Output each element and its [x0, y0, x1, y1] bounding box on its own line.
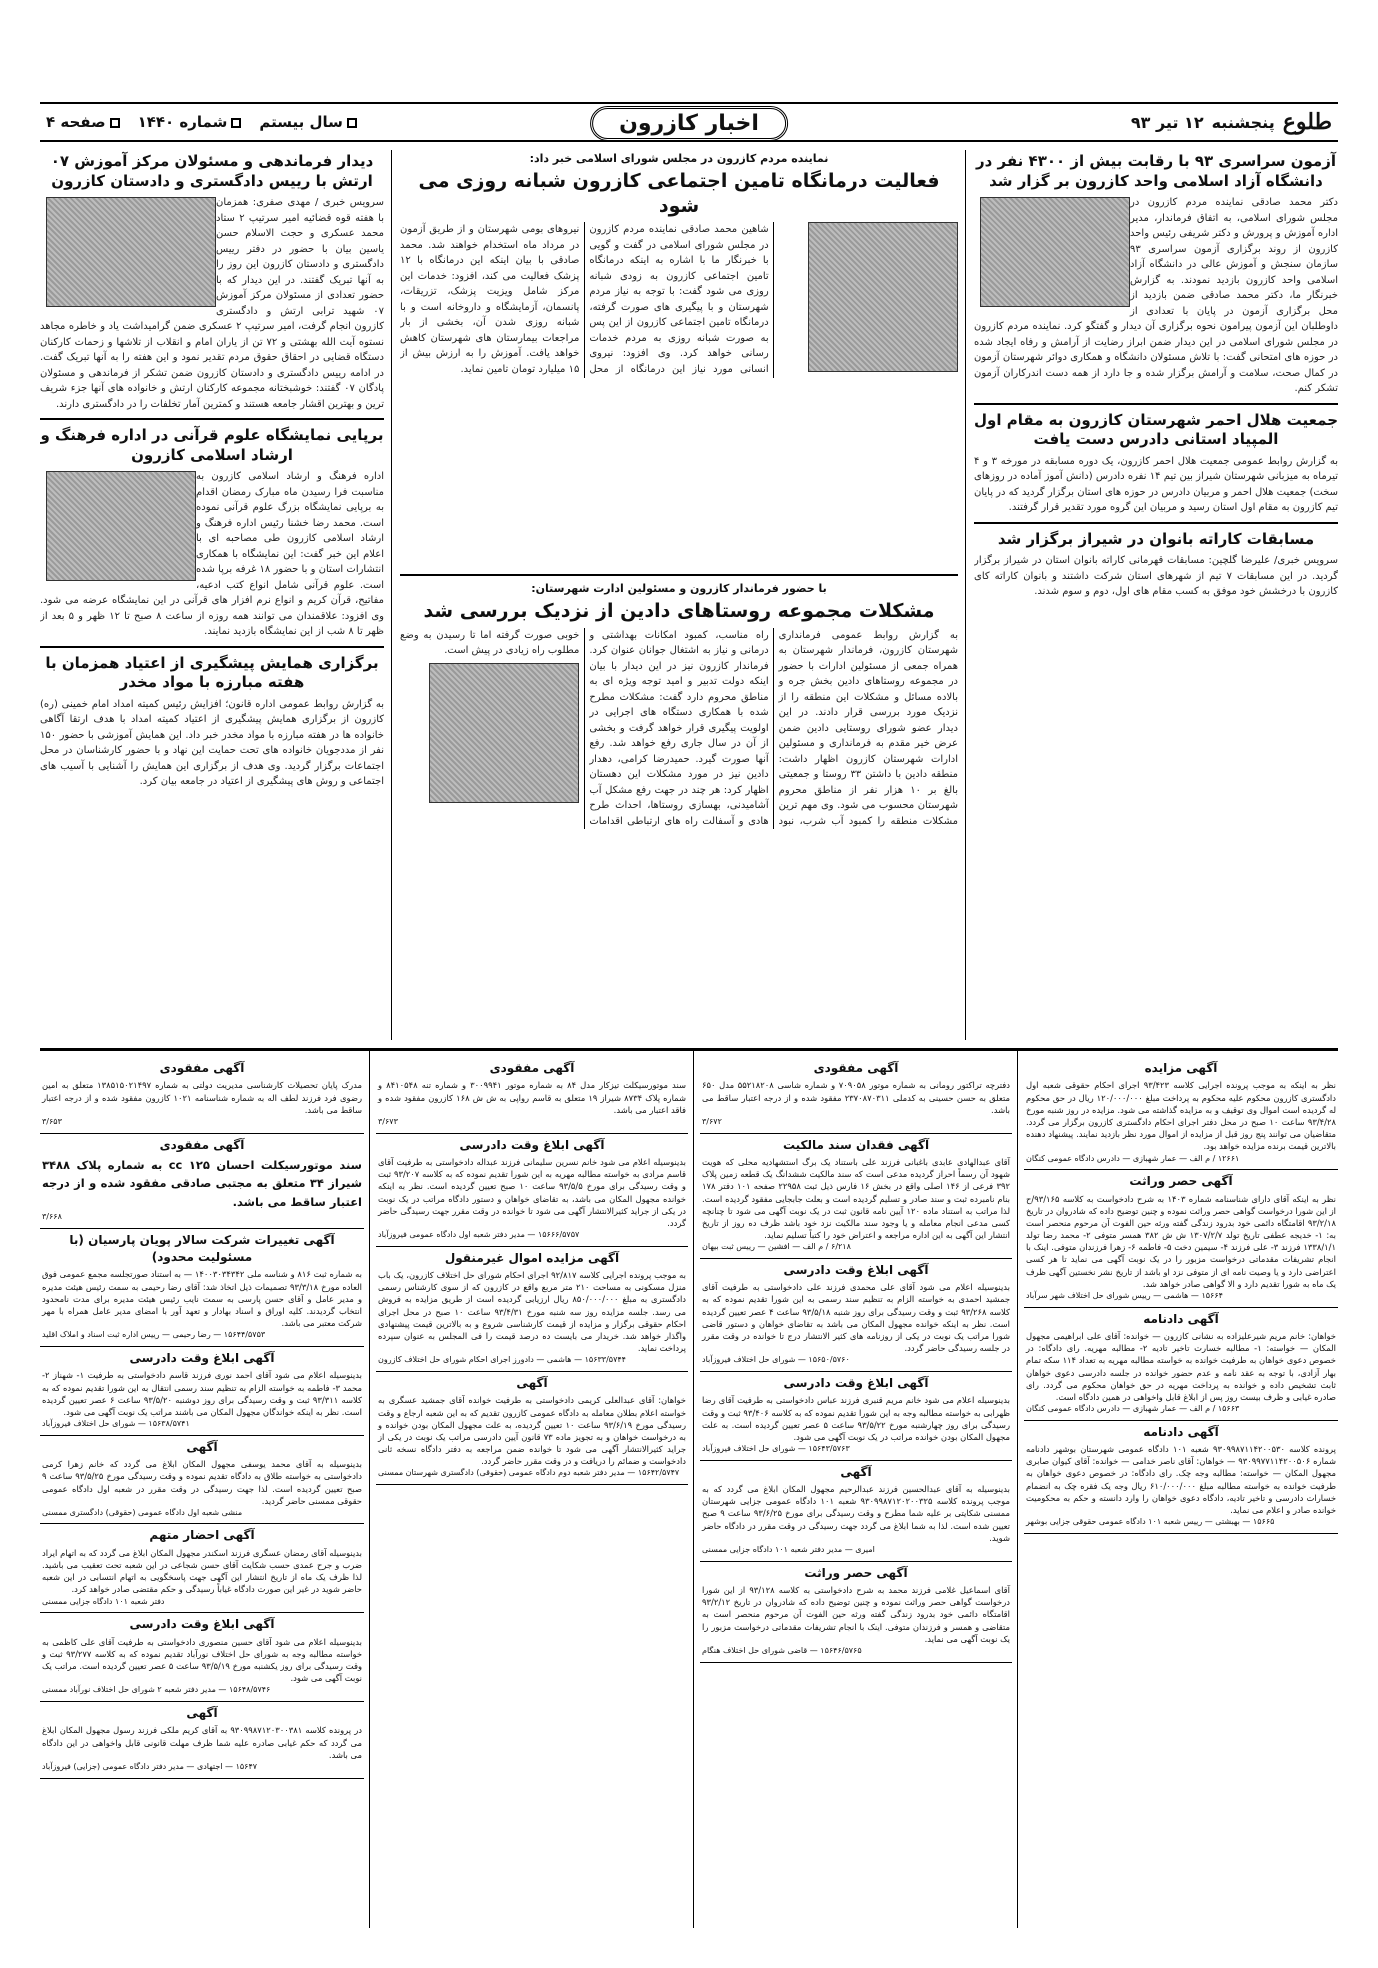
notice-body: سند موتورسیکلت احسان ۱۲۵ cc به شماره پلاک ۳۴۸۸ شیراز ۳۴ متعلق به مجتبی صادقی مفقود شده و از درجه اعتبار ساقط می باشد.: [42, 1157, 363, 1209]
notice-title: آگهی: [840, 1464, 872, 1479]
notice-signature: امیری — مدیر دفتر شعبه ۱۰۱ دادگاه جزایی ممسنی: [702, 1545, 875, 1555]
notice-body: بدینوسیله آقای رمضان عسگری فرزند اسکندر مجهول المکان ابلاغ می گردد که به اتهام ایراد ضرب و جرح عمدی حسب شکایت آقای حسن شجاعی در این شعبه تحت تعقیب می باشید. لذا ظرف یک ماه از تاریخ انتشار این آگهی جهت پاسخگویی به اتهام انتسابی در این شعبه حاضر شوید در غیر این صورت دادگاه غیاباً رسیدگی و حکم مقتضی صادر خواهد کرد.: [42, 1547, 362, 1595]
notice-title: آگهی حصر وراثت: [1129, 1174, 1233, 1189]
article-divider: [40, 646, 384, 648]
legal-notice: [40, 1347, 364, 1436]
notice-body: بدینوسیله به آقای محمد یوسفی مجهول المکان ابلاغ می گردد که خانم زهرا کرمی دادخواستی به خواسته طلاق به دادگاه تقدیم نموده و وقت رسیدگی مورخ ۹۳/۵/۲۵ ساعت ۹ صبح تعیین گردیده است. لذا جهت رسیدگی در وقت مقرر در شعبه اول دادگاه عمومی حقوقی ممسنی حاضر گردید.: [42, 1459, 362, 1506]
notice-signature: ۱۵۶۴۷ — اجتهادی — مدیر دفتر دادگاه عمومی (جزایی) فیروزآباد: [42, 1761, 258, 1771]
article-addiction: [40, 654, 384, 790]
notice-signature: ۱۵۶۴۲/۵۷۴۷ — مدیر دفتر شعبه دوم دادگاه عمومی (حقوقی) دادگستری شهرستان ممسنی: [378, 1468, 680, 1478]
notice-body: دفترچه تراکتور رومانی به شماره موتور ۷۰۹۰۵۸ و شماره شاسی ۵۵۲۱۸۲۰۸ مدل ۶۵۰ متعلق به حسن حسینی به کدملی ۲۳۷۰۸۷۰۳۱۱ مفقود شده و از درجه اعتبار ساقط می باشد.: [702, 1080, 1010, 1115]
article-title: مسابقات کاراته بانوان در شیراز برگزار شد: [997, 529, 1315, 548]
legal-notice: [376, 1247, 688, 1372]
legal-notice: [40, 1134, 364, 1229]
notice-signature: ۱۵۶۶۳ / م الف — عمار شهبازی — دادرس دادگاه عمومی کنگان: [1026, 1404, 1240, 1414]
notice-signature: ۱۵۶۵۰/۵۷۶۰ — شورای حل اختلاف فیروزآباد: [702, 1355, 850, 1365]
notice-title: آگهی دادنامه: [1143, 1424, 1219, 1439]
article-title: دیدار فرماندهی و مسئولان مرکز آموزش ۰۷ ارتش با رییس دادگستری و دادستان کازرون: [50, 152, 374, 190]
article-body: اداره فرهنگ و ارشاد اسلامی کازرون به مناسبت فرا رسیدن ماه مبارک رمضان اقدام به برپایی نمایشگاه بزرگ علوم قرآنی نموده است. محمد رضا خشنا رئیس اداره فرهنگ و ارشاد اسلامی کازرون طی مصاحبه ای با اعلام این خبر گفت: این نمایشگاه با همکاری انتشارات استان و با حضور ۱۸ غرفه برپا شده است. علوم قرآنی شامل انواع کتب ادعیه، مفاتیح، قرآن کریم و انواع نرم افزار های قرآنی در این نمایشگاه عرضه می شود. وی افزود: علاقمندان می توانند همه روزه از ساعت ۸ صبح تا ۱۲ ظهر و ۵ بعد از ظهر تا ۸ شب از این نمایشگاه بازدید نمایند.: [40, 471, 384, 637]
ads-column-2: [700, 1057, 1012, 1928]
notice-title: آگهی تغییرات شرکت سالار پویان پارسیان (با مسئولیت محدود): [69, 1232, 335, 1265]
article-body: سرویس خبری / مهدی صفری: همزمان با هفته قوه قضائیه امیر سرتیپ ۲ ستاد محمد عسکری و حجت الاسلام حسن یاسین بیان با حضور در دفتر رییس دادگستری و دادستان کازرون این روز را به آنها تبریک گفتند. در این دیدار که با حضور تعدادی از مسئولان مرکز آموزش ۰۷ شهید ترابی ارتش و دادگستری کازرون انجام گرفت، امیر سرتیپ ۲ عسکری ضمن گرامیداشت یاد و خاطره مجاهد نستوه آیت الله بهشتی و ۷۲ تن از یاران امام و انقلاب از تلاشها و زحمات کارکنان دستگاه قضایی در احقاق حقوق مردم تقدیر نمود و این هفته را به آنها تبریک گفت. در ادامه رییس دادگستری و دادستان کازرون ضمن تشکر از فرماندهی و مسئولان پادگان ۰۷ گفتند: خوشبختانه مجموعه کارکنان ارتش و خانواده های آنها جزء شریف ترین و بهترین اقشار جامعه هستند و کمترین آمار تخلفات را در دادگستری دارند.: [40, 197, 384, 410]
notice-title: آگهی مزایده: [1144, 1061, 1218, 1075]
article-title: برگزاری همایش پیشگیری از اعتیاد همزمان با هفته مبارزه با مواد مخدر: [45, 653, 379, 691]
notice-title: آگهی دادنامه: [1143, 1311, 1219, 1326]
column-rule: [965, 150, 966, 1040]
legal-notice: [376, 1372, 688, 1485]
legal-notice: [700, 1259, 1012, 1372]
legal-notice: [40, 1229, 364, 1347]
official-photo: [46, 471, 196, 581]
square-bullet-icon: [231, 118, 241, 128]
article-divider: [400, 574, 958, 576]
article-kicker: نماینده مردم کازرون در مجلس شورای اسلامی خبر داد:: [529, 152, 829, 165]
notice-signature: ۳/۶۶۸: [42, 1212, 62, 1222]
legal-notice: [376, 1057, 688, 1134]
notice-signature: ۱۵۶۳۳/۵۷۴۴ — هاشمی — دادورز اجرای احکام شورای حل اختلاف کازرون: [378, 1355, 626, 1365]
middle-column: [400, 150, 958, 1040]
article-redcrescent: [974, 411, 1338, 516]
article-kicker: با حضور فرماندار کازرون و مسئولین ادارت شهرستان:: [531, 582, 827, 595]
square-bullet-icon: [110, 118, 120, 128]
notice-title: آگهی: [186, 1705, 218, 1720]
ads-column-3: [376, 1057, 688, 1928]
article-divider: [974, 403, 1338, 405]
ads-column-1: [1024, 1057, 1338, 1928]
legal-notice: [40, 1057, 364, 1134]
article-body: سرویس خبری/ علیرضا گلچین: مسابقات قهرمانی کاراته بانوان استان در شیراز برگزار گردید. در این مسابقات ۷ تیم از شهرهای استان شرکت داشتند و بانوان کاراته کای کازرون با درخشش خود موفق به کسب مقام های اول، دوم و سوم شدند.: [974, 555, 1338, 597]
legal-notice: [1024, 1170, 1338, 1307]
notice-signature: ۱۵۶۳۸/۵۷۴۱ — شورای حل اختلاف فیروزآباد: [42, 1419, 190, 1429]
notice-title: آگهی ابلاغ وقت دادرسی: [129, 1351, 275, 1366]
notice-title: آگهی ابلاغ وقت دادرسی: [783, 1262, 929, 1277]
legal-notice: [40, 1613, 364, 1702]
notice-title: آگهی مفقودی: [813, 1061, 899, 1075]
legal-notice: [700, 1461, 1012, 1562]
notice-signature: ۱۵۶۶۴ — هاشمی — رییس شورای حل اختلاف شهر سرآباد: [1026, 1291, 1223, 1300]
legal-notice: [700, 1134, 1012, 1259]
masthead-right: [1131, 109, 1332, 135]
notice-body: مدرک پایان تحصیلات کارشناسی مدیریت دولتی به شماره ۱۳۸۵۱۵۰۲۱۴۹۷ متعلق به امین رضوی فرد فرزند لطف اله به شماره شناسنامه ۱۰۲۱ کازرون مفقود شده و از درجه اعتبار ساقط می باشد.: [42, 1080, 362, 1115]
article-body: دکتر محمد صادقی نماینده مردم کازرون در مجلس شورای اسلامی، به اتفاق فرماندار، مدیر اداره آموزش و پرورش و دکتر شریفی رئیس واحد کازرون از روند برگزاری آزمون سراسری ۹۳ سازمان سنجش و آموزش عالی در دانشگاه آزاد اسلامی واحد کازرون بازدید نمودند. به گزارش خبرنگار ما، دکتر محمد صادقی ضمن بازدید از محل برگزاری آزمون در پایان با تعدادی از داوطلبان این آزمون پیرامون نحوه برگزاری آن دیدار و گفتگو کرد. نماینده مردم کازرون در مجلس شورای اسلامی در این دیدار ضمن ابراز رضایت از آرامش و رفاه ایجاد شده در حوزه های امتحانی گفت: با تلاش مسئولان دانشگاه و همکاری دوائر شهرستان آزمون در کمال صحت، سلامت و آرامش برگزار شده و جا دارد از همه دست اندرکاران آزمون تشکر کنم.: [974, 197, 1338, 394]
masthead: [40, 102, 1338, 142]
notice-signature: ۱۵۶۴۶/۵۷۶۵ — قاضی شورای حل اختلاف هنگام: [702, 1645, 862, 1655]
notice-title: آگهی ابلاغ وقت دادرسی: [129, 1617, 275, 1632]
legal-notice: [700, 1372, 1012, 1461]
article-army: [40, 152, 384, 412]
article-body: شاهین محمد صادقی نماینده مردم کازرون در مجلس شورای اسلامی در گفت و گویی با خبرنگار ما با اشاره به اینکه درمانگاه تامین اجتماعی کازرون به زودی شبانه روزی می شود گفت: با توجه به نیاز مردم شهرستان و با پیگیری های صورت گرفته، درمانگاه تامین اجتماعی کازرون از این پس به صورت شبانه روزی به مردم خدمات رسانی خواهد کرد. وی افزود: نیروی انسانی مورد نیاز این درمانگاه از محل نیروهای بومی شهرستان و از طریق آزمون در مرداد ماه استخدام خواهند شد. محمد صادقی با بیان اینکه این درمانگاه با ۱۲ پزشک فعالیت می کند، افزود: خدمات این مرکز شامل ویزیت پزشک، تزریقات، پانسمان، آزمایشگاه و داروخانه است و با شبانه روزی شدن آن، بخشی از بار مراجعات بیمارستان های شهرستان کاهش خواهد یافت. آموزش را به ارزش بیش از ۱۵ میلیارد تومان تامین نماید.: [400, 224, 769, 375]
article-divider: [40, 418, 384, 420]
notice-body: آقای اسماعیل غلامی فرزند محمد به شرح دادخواستی به کلاسه ۹۳/۱۲۸ از این شورا درخواست گواهی حصر وراثت نموده و چنین توضیح داده که شادروان در تاریخ ۹۳/۲/۱۲ اقامتگاه دائمی خود بدرود زندگی گفته ورثه حین الفوت آن مرحوم منحصر است به متقاضی و همسر و فرزندان متوفی. اینک با انجام تشریفات مقدماتی درخواست مزبور را یک نوبت آگهی می نماید.: [702, 1585, 1010, 1644]
notice-signature: ۱۵۶۴۴/۵۷۵۳ — رضا رحیمی — رییس اداره ثبت اسناد و املاک اقلید: [42, 1330, 266, 1340]
legal-notice: [1024, 1308, 1338, 1421]
right-column: [974, 150, 1338, 1040]
notice-signature: دفتر شعبه ۱۰۱ دادگاه جزایی ممسنی: [42, 1596, 165, 1606]
article-body: به گزارش روابط عمومی جمعیت هلال احمر کازرون، یک دوره مسابقه در مورخه ۳ و ۴ تیرماه به میزبانی شهرستان شیراز بین تیم ۱۴ نفره دادرس (دانش آموز آماده در روزهای سخت) جمعیت هلال احمر و مربیان دادرس در حوزه های استان برگزار گردید که در پایان تیم کازرون به مقام اول استان رسید و مربیان این گروه مورد تقدیر قرار گرفتند.: [974, 455, 1338, 513]
issue-number: شماره ۱۴۴۰: [138, 113, 242, 131]
year-label: سال بیستم: [259, 113, 357, 131]
notice-signature: ۳/۶۷۲: [702, 1116, 722, 1126]
notice-body: به شماره ثبت ۸۱۶ و شناسه ملی ۱۴۰۰۳۰۳۴۳۴۲ — به استناد صورتجلسه مجمع عمومی فوق العاده مورخ ۹۳/۳/۱۸ تصمیمات ذیل اتخاذ شد: آقای رضا رحیمی به سمت رئیس هیئت مدیره و مدیر عامل و آقای حسن پارسی به سمت نایب رئیس هیئت مدیره برای مدت نامحدود انتخاب گردیدند. کلیه اوراق و اسناد بهادار و تعهد آور با امضای مدیر عامل همراه با مهر شرکت معتبر می باشد.: [42, 1269, 362, 1329]
newspaper-logo: طلوع: [1282, 109, 1332, 135]
notice-signature: ۱۵۶۴۸/۵۷۴۶ — مدیر دفتر شعبه ۲ شورای حل اختلاف نورآباد ممسنی: [42, 1685, 271, 1695]
article-body: به گزارش روابط عمومی اداره قانون؛ افزایش رئیس کمیته امداد امام خمینی (ره) کازرون از برگزاری همایش پیشگیری از اعتیاد کمیته امداد با هدف ارتقا آگاهی خانواده ها در هفته مبارزه با مواد مخدر خبر داد. این همایش آموزشی با حضور ۱۵۰ نفر از مددجویان خانواده های تحت حمایت این نهاد و با حضور کارشناسان در محل اجتماعات برگزار گردید. وی هدف از برگزاری این همایش را آشنایی با آسیب های اجتماعی و روش های پیشگیری از اعتیاد در جامعه بیان کرد.: [40, 698, 384, 787]
notice-title: آگهی احضار متهم: [149, 1528, 255, 1543]
notice-signature: ۱۵۶۶۵ — بهبشتی — رییس شعبه ۱۰۱ دادگاه عمومی حقوقی جزایی بوشهر: [1026, 1517, 1275, 1527]
notice-body: نظر به اینکه به موجب پرونده اجرایی کلاسه ۹۳/۴۲۳ اجرای احکام حقوقی شعبه اول دادگستری کازرون محکوم علیه محکوم به پرداخت مبلغ ۱۲۰/۰۰۰/۰۰۰ ریال در حق محکوم له گردیده است اموال وی توقیف و به مزایده گذاشته می شود. مزایده در روز شنبه مورخ ۹۳/۴/۲۸ ساعت ۱۰ صبح در محل دفتر اجرای احکام دادگستری کازرون برگزار می گردد. متقاضیان می توانند پنج روز قبل از مزایده از اموال مورد نظر بازدید نمایند. پیشنهاد دهنده بالاترین قیمت برنده مزایده خواهد بود.: [1026, 1080, 1336, 1152]
column-rule: [1017, 1051, 1018, 1928]
ads-column-4: [40, 1057, 364, 1928]
article-exam: [974, 152, 1338, 397]
governor-photo: [429, 663, 579, 803]
exam-photo: [980, 197, 1130, 307]
notice-body: در پرونده کلاسه ۹۳۰۹۹۸۷۱۲۰۳۰۰۳۸۱ به آقای کریم ملکی فرزند رسول مجهول المکان ابلاغ می گردد که حکم غیابی صادره علیه شما ظرف مهلت قانونی قابل واخواهی در این دادگاه می باشد.: [42, 1725, 362, 1760]
article-title: مشکلات مجموعه روستاهای دادین از نزدیک بررسی شد: [423, 600, 935, 623]
notice-title: آگهی مفقودی: [489, 1061, 575, 1075]
notice-body: بدینوسیله اعلام می شود خانم نسرین سلیمانی فرزند عبداله دادخواستی به طرفیت آقای قاسم مرادی به خواسته مطالبه مهریه به این شورا تقدیم نموده که به کلاسه ۹۳/۲۰۷ ثبت و وقت رسیدگی برای مورخ ۹۳/۵/۵ ساعت ۱۰ صبح تعیین گردیده است. نظر به اینکه خوانده مجهول المکان می باشد، به تقاضای خواهان و دستور دادگاه مراتب در یک نوبت در یکی از جراید کثیرالانتشار آگهی می شود تا خوانده در وقت مقرر جهت رسیدگی حاضر گردد.: [378, 1156, 686, 1228]
notice-signature: ۱۵۶۴۳/۵۷۶۳ — شورای حل اختلاف فیروزآباد: [702, 1444, 850, 1454]
notice-title: آگهی ابلاغ وقت دادرسی: [459, 1137, 605, 1152]
notice-title: آگهی مزایده اموال غیرمنقول: [444, 1250, 620, 1265]
notice-title: آگهی: [516, 1375, 548, 1390]
notice-signature: ۳/۶۷۳: [378, 1116, 398, 1126]
notice-title: آگهی حصر وراثت: [804, 1565, 908, 1580]
article-title: فعالیت درمانگاه تامین اجتماعی کازرون شبانه روزی می شود: [418, 170, 940, 217]
notice-title: آگهی مفقودی: [159, 1137, 245, 1152]
left-column: [40, 150, 384, 1040]
article-divider: [974, 522, 1338, 524]
legal-notice: [1024, 1057, 1338, 1170]
notice-signature: ۱۵۶۶۶/۵۷۵۷ — مدیر دفتر شعبه اول دادگاه عمومی فیروزآباد: [378, 1230, 580, 1240]
article-title: آزمون سراسری ۹۳ با رقابت بیش از ۴۳۰۰ نفر در دانشگاه آزاد اسلامی واحد کازرون بر گزار شد: [976, 152, 1336, 190]
notice-title: آگهی مفقودی: [159, 1061, 245, 1075]
masthead-left: [46, 113, 357, 131]
article-title: جمعیت هلال احمر شهرستان کازرون به مقام اول المپیاد استانی دادرس دست یافت: [974, 410, 1338, 448]
square-bullet-icon: [347, 118, 357, 128]
notice-body: نظر به اینکه آقای دارای شناسنامه شماره ۱۴۰۳ به شرح دادخواست به کلاسه ۹۳/۱۶۵/ح از این شورا درخواست گواهی حصر وراثت نموده و چنین توضیح داده که شادروان در تاریخ ۹۳/۲/۱۸ اقامتگاه دائمی خود بدرود زندگی گفته ورثه حین الفوت آن مرحوم منحصر است به: ۱- خدیجه عطفی تاریخ تولد ۱۳۰۷/۲/۷ ش ش ۳۸۲ همسر متوفی ۲- محمد رضا تولد ۱۳۳۸/۱/۱ فرزند ۳- علی فرزند ۴- سیمین دخت ۵- فاطمه ۶- زهرا فرزندان متوفی. اینک با انجام تشریفات مقدماتی درخواست مزبور را در یک نوبت آگهی می نماید تا هر کسی اعتراضی دارد و یا وصیت نامه ای از متوفی نزد او باشد از تاریخ نشر نخستین آگهی ظرف یک ماه به شورا تقدیم دارد و الا گواهی صادر خواهد شد.: [1026, 1193, 1336, 1289]
notice-body: خواهان: خانم مریم شیرعلیزاده به نشانی کازرون — خوانده: آقای علی ابراهیمی مجهول المکان — خواسته: ۱- مطالبه خسارت تاخیر تادیه ۲- مطالبه مهریه. رای دادگاه: در خصوص دعوی خواهان به طرفیت خوانده به خواسته مطالبه مهریه به تعداد ۱۱۴ سکه تمام بهار آزادی، با توجه به عقد نامه و عدم حضور خوانده در جلسه دادرسی دعوی خواهان ثابت تشخیص داده و خوانده به پرداخت مهریه در حق خواهان محکوم می گردد. رای صادره غیابی و ظرف بیست روز پس از ابلاغ قابل واخواهی در همین دادگاه است.: [1026, 1330, 1336, 1402]
column-rule: [693, 1051, 694, 1928]
notice-body: بدینوسیله اعلام می شود آقای علی محمدی فرزند علی دادخواستی به طرفیت آقای جمشید احمدی به خواسته الزام به تنظیم سند رسمی به این شورا تقدیم نموده که به کلاسه ۹۳/۲۶۸ ثبت و وقت رسیدگی برای روز شنبه ۹۳/۵/۱۸ ساعت ۴ عصر تعیین گردیده است. نظر به اینکه خوانده مجهول المکان می باشد به تقاضای خواهان و دستور قاضی شورا مراتب یک نوبت در یکی از روزنامه های کثیر الانتشار درج تا خوانده در وقت مقرر در جلسه رسیدگی حاضر گردد.: [702, 1282, 1010, 1354]
notice-signature: ۱۲۶۶۱ / م الف — عمار شهبازی — دادرس دادگاه عمومی کنگان: [1026, 1153, 1240, 1163]
notice-body: بدینوسیله اعلام می شود آقای احمد نوری فرزند قاسم دادخواستی به طرفیت ۱- شهناز ۲- محمد ۳- فاطمه به خواسته الزام به تنظیم سند رسمی انتقال به این شورا تقدیم نموده که به کلاسه ۹۳/۳۱۱ ثبت و وقت رسیدگی برای روز دوشنبه ۹۳/۵/۲۰ ساعت ۶ عصر تعیین گردیده است. نظر به اینکه خواندگان مجهول المکان می باشند مراتب یک نوبت آگهی می شود.: [42, 1370, 362, 1417]
mp-portrait-photo: [808, 222, 958, 372]
notice-title: آگهی فقدان سند مالکیت: [782, 1137, 930, 1152]
notice-body: سند موتورسیکلت تیزکار مدل ۸۴ به شماره موتور ۳۰۰۹۹۴۱ و شماره تنه ۸۴۱۰۵۴۸ و شماره پلاک ۸۷۳۴ شیراز ۱۹ متعلق به قاسم رواپی به ش ش ۱۶۸ کازرون مفقود شده و فاقد اعتبار می باشد.: [378, 1080, 686, 1115]
notice-signature: ۶/۲۱۸ / م الف — افشین — رییس ثبت بیهان: [702, 1242, 851, 1252]
notice-body: بدینوسیله اعلام می شود خانم مریم قنبری فرزند عباس دادخواستی به طرفیت آقای رضا ظهرابی به خواسته مطالبه وجه به این شورا تقدیم نموده که به کلاسه ۹۳/۴۰۶ ثبت و وقت رسیدگی برای روز چهارشنبه مورخ ۹۳/۵/۲۲ ساعت ۵ عصر تعیین گردیده است. به علت مجهول المکان بودن خوانده مراتب در یک نوبت آگهی می شود.: [702, 1395, 1010, 1442]
article-clinic: [400, 150, 958, 570]
notice-title: آگهی ابلاغ وقت دادرسی: [783, 1375, 929, 1390]
notice-body: خواهان: آقای عبدالعلی کریمی دادخواستی به طرفیت خوانده آقای جمشید عسگری به خواسته اعلام بطلان معامله به دادگاه عمومی کازرون تقدیم که به این شعبه ارجاع و وقت رسیدگی مورخ ۹۳/۶/۱۹ ساعت ۱۰ تعیین گردیده، به علت مجهول المکان بودن خوانده و به درخواست خواهان و به تجویز ماده ۷۳ قانون آیین دادرسی مراتب یک نوبت در یکی از جراید کثیرالانتشار آگهی می شود تا خوانده ضمن مراجعه به دفتر دادگاه نسخه ثانی دادخواست و ضمائم را دریافت و در وقت مقرر حاضر گردد.: [378, 1395, 686, 1467]
legal-notice: [40, 1702, 364, 1779]
notice-body: بدینوسیله اعلام می شود آقای حسین منصوری دادخواستی به طرفیت آقای علی کاظمی به خواسته مطالبه وجه به شورای حل اختلاف نورآباد تقدیم نموده که به کلاسه ۹۳/۲۷۷ ثبت و وقت رسیدگی برای روز یکشنبه مورخ ۹۳/۵/۱۹ ساعت ۵ عصر تعیین گردیده است. مراتب یک نوبت آگهی می شود.: [42, 1636, 362, 1684]
legal-notice: [700, 1057, 1012, 1134]
notice-body: پرونده کلاسه ۹۳۰۹۹۸۷۱۱۴۲۰۰۵۳۰ شعبه ۱۰۱ دادگاه عمومی شهرستان بوشهر دادنامه شماره ۹۳۰۹۹۷۷۱۱۴۲۰۰۵۰۶ — خواهان: آقای ناصر خدامی — خوانده: آقای کیوان صابری مجهول المکان — خواسته: مطالبه وجه چک. رای دادگاه: در خصوص دعوی خواهان به طرفیت خوانده به خواسته مطالبه مبلغ ۶۱۰/۰۰۰/۰۰۰ ریال وجه یک فقره چک به انضمام خسارات دادرسی و تاخیر تادیه، دادگاه دعوی خواهان را وارد دانسته و حکم به محکومیت خوانده صادر و اعلام می نماید.: [1026, 1444, 1337, 1516]
notice-title: آگهی: [186, 1439, 218, 1454]
notice-signature: منشی شعبه اول دادگاه عمومی (حقوقی) دادگستری ممسنی: [42, 1507, 243, 1517]
column-rule: [369, 1051, 370, 1928]
article-title: برپایی نمایشگاه علوم قرآنی در اداره فرهنگ و ارشاد اسلامی کازرون: [40, 426, 384, 464]
notice-body: به موجب پرونده اجرایی کلاسه ۹۲/۸۱۷ اجرای احکام شورای حل اختلاف کازرون، یک باب منزل مسکونی به مساحت ۲۱۰ متر مربع واقع در کازرون که از سوی کارشناس رسمی دادگستری به مبلغ ۸۵۰/۰۰۰/۰۰۰ ریال ارزیابی گردیده است از طریق مزایده به فروش می رسد. جلسه مزایده روز سه شنبه مورخ ۹۳/۴/۳۱ ساعت ۱۰ صبح در محل اجرای احکام حقوقی برگزار و مزایده از قیمت کارشناسی شروع و به بالاترین قیمت پیشنهادی واگذار خواهد شد. خریدار می بایست ده درصد قیمت را فی المجلس به عنوان سپرده پرداخت نماید.: [378, 1270, 687, 1354]
section-title: اخبار کازرون: [590, 106, 788, 141]
article-karate: [974, 530, 1338, 600]
column-rule: [391, 150, 392, 1040]
meeting-photo: [46, 197, 216, 307]
article-quran: [40, 426, 384, 640]
issue-day: پنجشنبه: [1211, 112, 1275, 132]
page-number: صفحه ۴: [46, 113, 120, 131]
legal-notice: [376, 1134, 688, 1247]
notice-body: بدینوسیله به آقای عبدالحسین فرزند عبدالرحیم مجهول المکان ابلاغ می گردد که به موجب پرونده کلاسه ۹۳۰۹۹۸۷۱۲۰۲۰۰۳۲۵ شعبه ۱۰۱ دادگاه عمومی جزایی شهرستان ممسنی شکایتی بر علیه شما مطرح و وقت رسیدگی برای مورخ ۹۳/۶/۲۵ ساعت ۹ صبح تعیین شده است. لذا به شما ابلاغ می گردد جهت رسیدگی در وقت مقرر در دادگاه حاضر شوید.: [702, 1484, 1010, 1543]
legal-notice: [1024, 1421, 1338, 1534]
issue-date: ۱۲ تیر ۹۳: [1130, 112, 1204, 132]
newspaper-page: [40, 40, 1338, 1928]
notice-signature: ۳/۶۵۳: [42, 1116, 62, 1126]
notice-body: آقای عبدالهادی عابدی باغبانی فرزند علی باستناد یک برگ استشهادیه محلی که هویت شهود آن رسماً احراز گردیده مدعی است که سند مالکیت ششدانگ یک قطعه زمین پلاک ۳۹۲ فرعی از ۱۴۶ اصلی واقع در بخش ۱۶ فارس ذیل ثبت ۲۲۹۵۸ صفحه ۱۰۱ دفتر ۱۷۸ بنام نامبرده ثبت و سند صادر و تسلیم گردیده است و بعلت جابجایی مفقود گردیده است. لذا مراتب به استناد ماده ۱۲۰ آیین نامه قانون ثبت در یک نوبت آگهی می شود تا چنانچه کسی مدعی انجام معامله و یا وجود سند مالکیت نزد خود باشد ظرف ده روز از تاریخ انتشار این آگهی به این اداره مراجعه و اعتراض خود را کتباً تسلیم نماید.: [702, 1156, 1011, 1241]
article-body: به گزارش روابط عمومی فرمانداری شهرستان کازرون، فرماندار شهرستان به همراه جمعی از مسئولین ادارات با حضور در مجموعه روستاهای دادین بخش جره و بالاده مسائل و مشکلات این منطقه را از نزدیک مورد بررسی قرار دادند. در این دیدار عضو شورای روستایی دادین ضمن عرض خیر مقدم به فرمانداری و مسئولین ادارات شهرستان کازرون اظهار داشت: منطقه دادین با داشتن ۳۳ روستا و جمعیتی بالغ بر ۱۰ هزار نفر از مناطق محروم شهرستان محسوب می شود. وی مهم ترین مشکلات منطقه را کمبود آب شرب، نبود راه مناسب، کمبود امکانات بهداشتی و درمانی و نیاز به اشتغال جوانان عنوان کرد. فرماندار کازرون نیز در این دیدار با بیان اینکه دولت تدبیر و امید توجه ویژه ای به مناطق محروم دارد گفت: مشکلات مطرح شده با همکاری دستگاه های اجرایی در اولویت پیگیری قرار خواهد گرفت و بخشی از آن در سال جاری رفع خواهد شد. رفع آنها صورت گیرد. حمیدرضا کرامی، دهدار دادین نیز در مورد مشکلات این دهستان اظهار کرد: هر چند در جهت رفع مشکل آب آشامیدنی، بهسازی روستاها، احداث طرح هادی و آسفالت راه های ارتباطی اقدامات خوبی صورت گرفته اما تا رسیدن به وضع مطلوب راه زیادی در پیش است.: [400, 629, 958, 827]
legal-notices-section: [40, 1048, 1338, 1928]
legal-notice: [700, 1562, 1012, 1663]
legal-notice: [40, 1524, 364, 1613]
article-villages: [400, 580, 958, 829]
legal-notice: [40, 1436, 364, 1525]
